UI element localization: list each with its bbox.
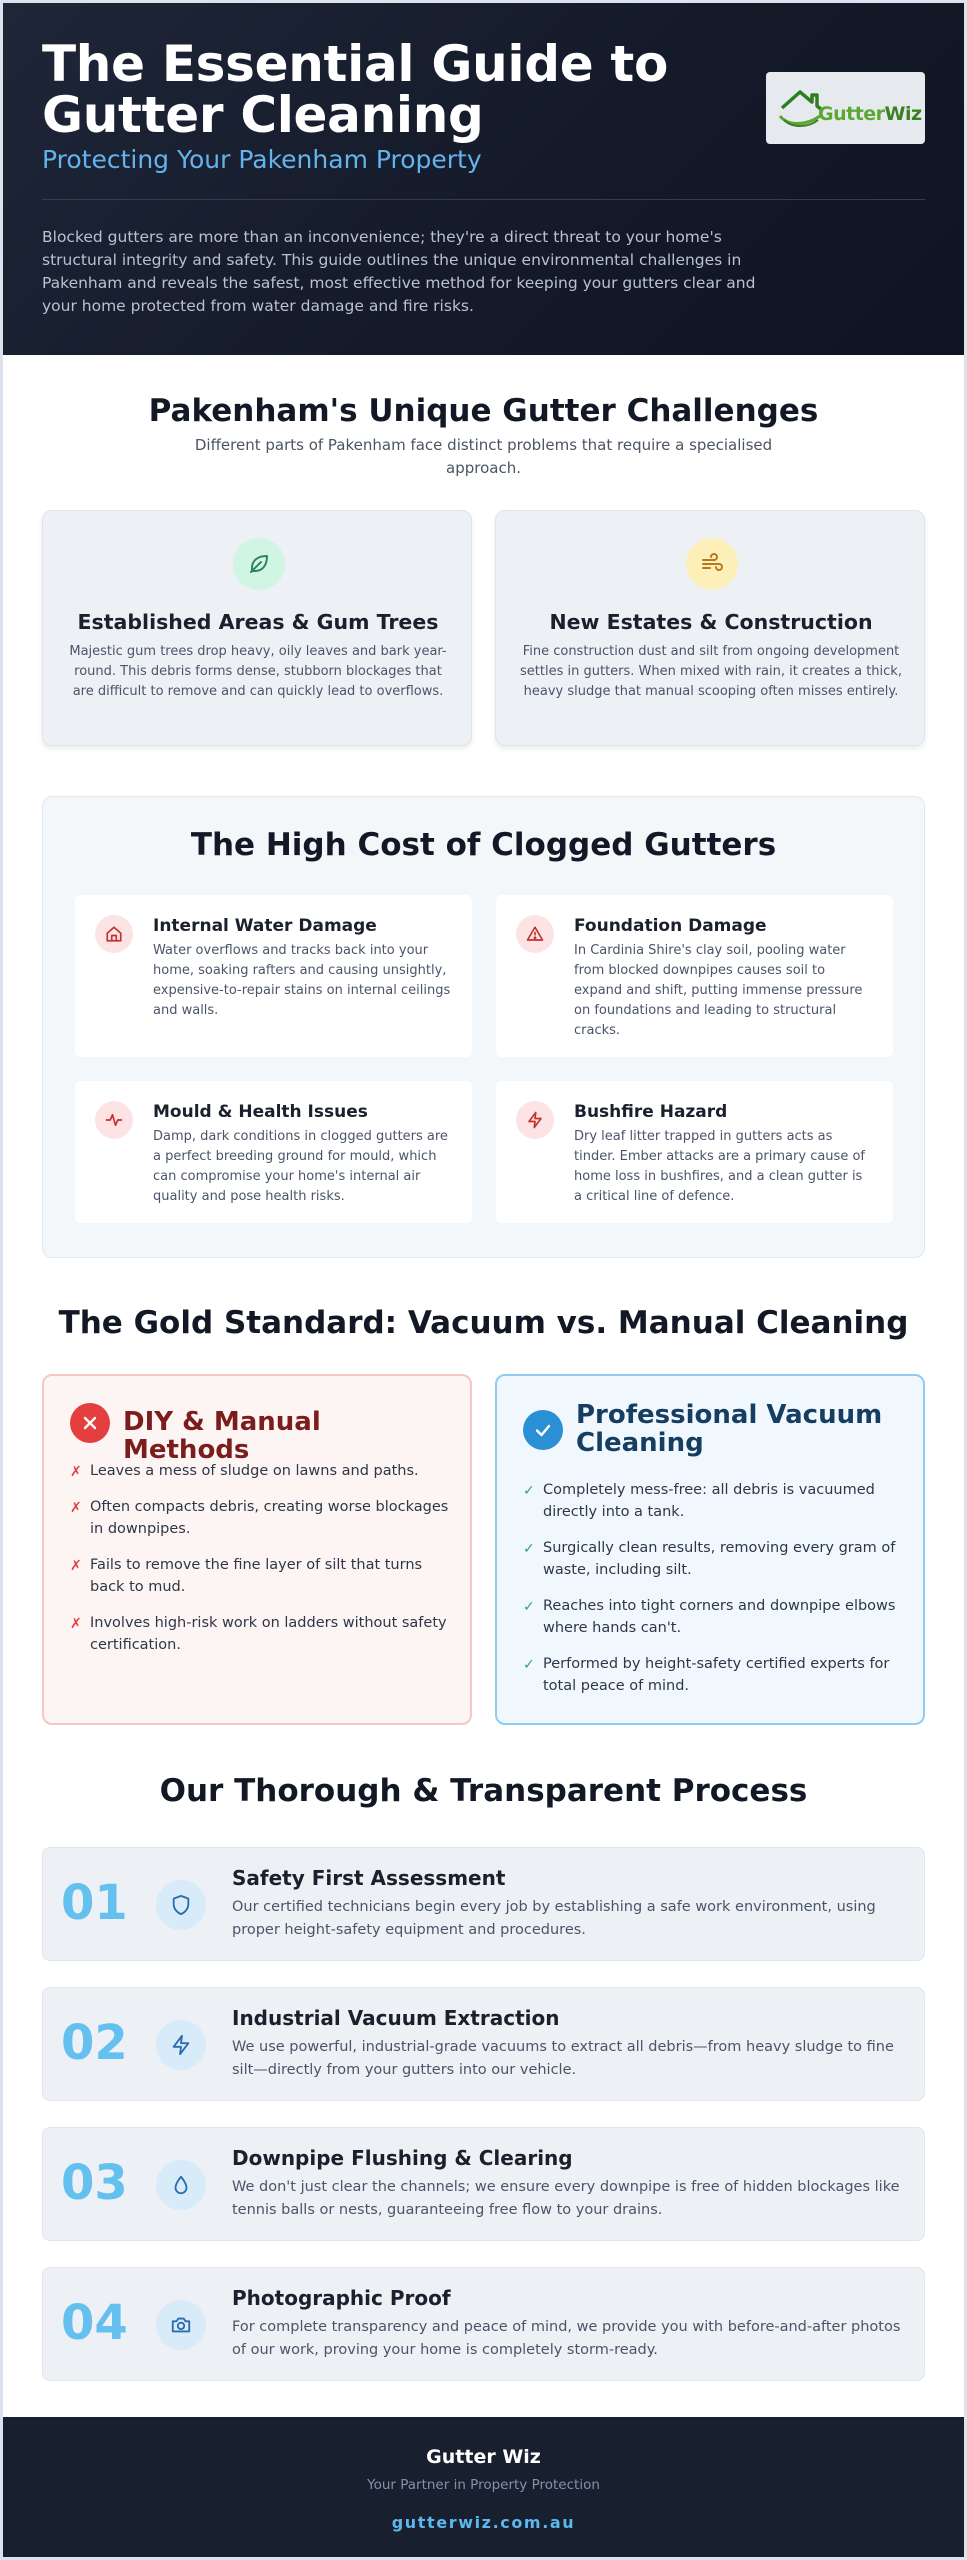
vacuum-list xyxy=(523,1479,903,1711)
step-title: Photographic Proof xyxy=(232,2286,451,2310)
challenge-card-new-estates xyxy=(495,510,925,746)
footer-tagline: Your Partner in Property Protection xyxy=(367,2477,600,2493)
step-title: Industrial Vacuum Extraction xyxy=(232,2006,560,2030)
lightning-icon xyxy=(156,2020,206,2070)
cost-title: Bushfire Hazard xyxy=(574,1102,728,1122)
lightning-icon xyxy=(516,1101,554,1139)
list-item: ✓ Surgically clean results, removing every gram of waste, including silt. xyxy=(523,1540,896,1578)
home-icon xyxy=(95,915,133,953)
checkmark-icon: ✓ xyxy=(523,1657,535,1673)
hero-divider xyxy=(42,199,925,200)
list-item: ✗ Fails to remove the fine layer of silt that turns back to mud. xyxy=(70,1557,423,1595)
shield-icon xyxy=(156,1880,206,1930)
page xyxy=(3,3,964,2557)
list-item: ✓ Completely mess-free: all debris is vacuumed directly into a tank. xyxy=(523,1482,875,1520)
process-step-1 xyxy=(42,1847,925,1961)
droplet-icon xyxy=(156,2160,206,2210)
camera-icon xyxy=(156,2300,206,2350)
hero-section xyxy=(3,3,964,355)
logo-wordmark xyxy=(818,103,922,125)
checkmark-icon: ✓ xyxy=(523,1599,535,1615)
cost-card-mould xyxy=(75,1081,472,1223)
process-step-4 xyxy=(42,2267,925,2381)
leaf-icon xyxy=(233,538,285,590)
step-number: 04 xyxy=(61,2295,128,2351)
cost-title: The High Cost of Clogged Gutters xyxy=(190,827,777,863)
footer-company-name: Gutter Wiz xyxy=(426,2446,541,2468)
intro-paragraph: Blocked gutters are more than an inconvenience; they're a direct threat to your home's structural integrity and safety. This guide outlines the unique environmental challenges in Pakenham and reveals the safest, most effective method for keeping your gutters clear and your home protected from water damage and fire risks. xyxy=(42,228,756,315)
manual-list xyxy=(70,1460,450,1670)
challenge-card-gum-trees xyxy=(42,510,472,746)
manual-methods-card xyxy=(42,1374,472,1725)
cost-text: Water overflows and tracks back into your home, soaking rafters and causing unsightly, expensive-to-repair stains on internal ceilings and walls. xyxy=(153,943,451,1018)
process-title: Our Thorough & Transparent Process xyxy=(159,1773,808,1809)
cost-card-foundation xyxy=(496,895,893,1057)
step-text: For complete transparency and peace of mind, we provide you with before-and-after photos of our work, proving your home is completely storm-ready. xyxy=(232,2319,901,2358)
page-title: The Essential Guide to Gutter Cleaning xyxy=(42,35,669,144)
cross-icon: ✗ xyxy=(70,1558,82,1574)
cost-text: Dry leaf litter trapped in gutters acts as tinder. Ember attacks are a primary cause of home loss in bushfires, and a clean gutter is a critical line of defence. xyxy=(574,1129,865,1204)
cost-card-bushfire xyxy=(496,1081,893,1223)
footer xyxy=(3,2417,964,2557)
cost-text: Damp, dark conditions in clogged gutters are a perfect breeding ground for mould, which can compromise your home's internal air quality and pose health risks. xyxy=(153,1129,448,1204)
step-number: 01 xyxy=(61,1875,128,1931)
step-text: Our certified technicians begin every job by establishing a safe work environment, using proper height-safety equipment and procedures. xyxy=(232,1899,876,1938)
step-title: Safety First Assessment xyxy=(232,1866,506,1890)
comparison-title: The Gold Standard: Vacuum vs. Manual Cleaning xyxy=(58,1305,909,1341)
cross-icon: ✗ xyxy=(70,1500,82,1516)
check-icon xyxy=(523,1410,563,1450)
challenges-subtitle: Different parts of Pakenham face distinct problems that require a specialised approach. xyxy=(194,436,773,477)
cost-card-water-damage xyxy=(75,895,472,1057)
process-step-2 xyxy=(42,1987,925,2101)
page-subtitle: Protecting Your Pakenham Property xyxy=(42,145,482,174)
step-text: We use powerful, industrial-grade vacuums to extract all debris—from heavy sludge to fine silt—directly from your gutters into our vehicle. xyxy=(232,2039,894,2078)
cross-icon: ✗ xyxy=(70,1464,82,1480)
challenge-text: Fine construction dust and silt from ongoing development settles in gutters. When mixed with rain, it creates a thick, heavy sludge that manual scooping often misses entirely. xyxy=(520,644,902,699)
wind-icon xyxy=(686,538,738,590)
cost-title: Mould & Health Issues xyxy=(153,1102,368,1122)
process-step-3 xyxy=(42,2127,925,2241)
challenge-text: Majestic gum trees drop heavy, oily leaves and bark year-round. This debris forms dense, stubborn blockages that are difficult to remove and can quickly lead to overflows. xyxy=(69,644,447,699)
list-item: ✗ Involves high-risk work on ladders without safety certification. xyxy=(70,1615,447,1653)
vacuum-cleaning-card xyxy=(495,1374,925,1725)
footer-website-link[interactable]: gutterwiz.com.au xyxy=(391,2513,576,2532)
heartbeat-icon xyxy=(95,1101,133,1139)
close-icon xyxy=(70,1403,110,1443)
step-text: We don't just clear the channels; we ensure every downpipe is free of hidden blockages like tennis balls or nests, guaranteeing free flow to your drains. xyxy=(232,2179,900,2218)
checkmark-icon: ✓ xyxy=(523,1541,535,1557)
list-item: ✗ Often compacts debris, creating worse blockages in downpipes. xyxy=(70,1499,449,1537)
challenge-title: New Estates & Construction xyxy=(549,610,873,634)
cost-text: In Cardinia Shire's clay soil, pooling water from blocked downpipes causes soil to expand and shift, putting immense pressure on foundations and leading to structural cracks. xyxy=(574,943,863,1038)
cost-title: Foundation Damage xyxy=(574,916,767,936)
cost-section xyxy=(42,796,925,1258)
list-item: ✓ Reaches into tight corners and downpipe elbows where hands can't. xyxy=(523,1598,896,1636)
cost-title: Internal Water Damage xyxy=(153,916,377,936)
step-number: 03 xyxy=(61,2155,128,2211)
warning-icon xyxy=(516,915,554,953)
step-title: Downpipe Flushing & Clearing xyxy=(232,2146,573,2170)
step-number: 02 xyxy=(61,2015,128,2071)
challenge-title: Established Areas & Gum Trees xyxy=(77,610,439,634)
list-item: ✗ Leaves a mess of sludge on lawns and paths. xyxy=(70,1460,450,1482)
vacuum-title: Professional Vacuum Cleaning xyxy=(576,1400,883,1458)
manual-title: DIY & Manual Methods xyxy=(123,1407,321,1465)
gutter-wiz-logo[interactable] xyxy=(766,72,925,144)
cross-icon: ✗ xyxy=(70,1616,82,1632)
logo-part-gutter: Gutter xyxy=(818,103,885,125)
logo-part-wiz: Wiz xyxy=(884,103,922,125)
challenges-title: Pakenham's Unique Gutter Challenges xyxy=(148,393,819,429)
checkmark-icon: ✓ xyxy=(523,1483,535,1499)
list-item: ✓ Performed by height-safety certified experts for total peace of mind. xyxy=(523,1656,890,1694)
